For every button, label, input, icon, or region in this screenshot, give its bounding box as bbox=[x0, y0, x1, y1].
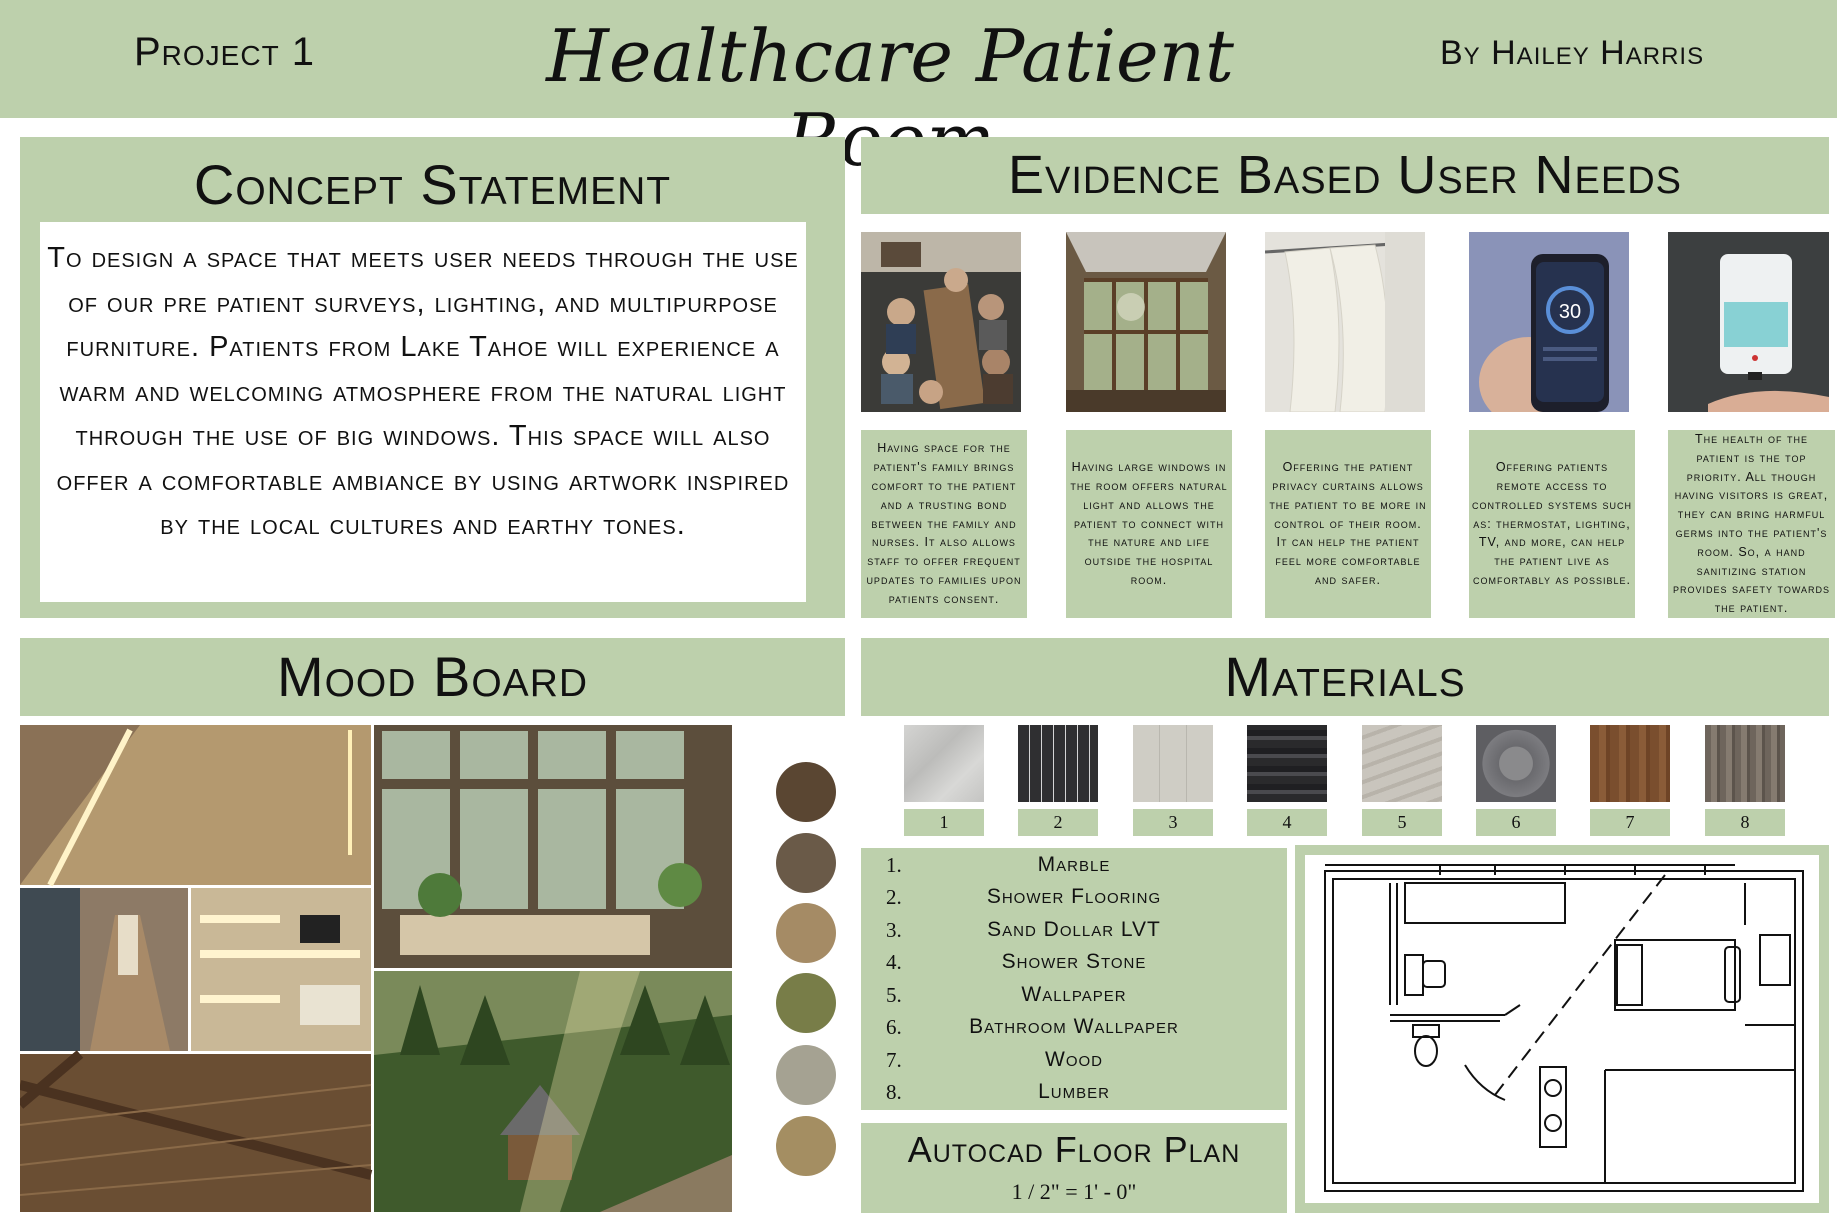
evidence-card-text: Having space for the patient's family brings comfort to the patient and a trusting bond between the family and nurses. It also allows staff to offer frequent updates to families upon patients consent. bbox=[866, 441, 1022, 606]
list-label: Wood bbox=[1045, 1048, 1103, 1071]
color-swatch bbox=[776, 973, 836, 1033]
sanitizer-photo bbox=[1668, 232, 1829, 412]
list-number: 6. bbox=[886, 1015, 902, 1039]
list-item bbox=[861, 849, 1287, 881]
material-number: 6 bbox=[1476, 809, 1556, 836]
list-item bbox=[861, 1076, 1287, 1108]
curtain-photo bbox=[1265, 232, 1425, 412]
list-number: 3. bbox=[886, 918, 902, 942]
mood-collage bbox=[20, 725, 732, 1212]
sunroom-photo bbox=[1066, 232, 1226, 412]
material-number: 7 bbox=[1590, 809, 1670, 836]
color-swatch bbox=[776, 833, 836, 893]
phone-photo bbox=[1469, 232, 1629, 412]
list-item bbox=[861, 881, 1287, 913]
concept-text: To design a space that meets user needs through the use of our pre patient surveys, lighting, and multipurpose furniture. Patients from Lake Tahoe will experience a warm and welcoming atmosphere from the natural light through the use of big windows. This space will also offer a comfortable ambiance by using artwork inspired by the local cultures and earthy tones. bbox=[47, 242, 799, 541]
materials-title: Materials bbox=[1224, 645, 1466, 708]
list-number: 8. bbox=[886, 1080, 902, 1104]
evidence-card bbox=[1668, 430, 1835, 618]
marble-swatch bbox=[904, 725, 984, 802]
list-item bbox=[861, 914, 1287, 946]
evidence-card-text: The health of the patient is the top priority. All though having visitors is great, they can bring harmful germs into the patient's room. So, a hand sanitizing station provides safety towards the patient. bbox=[1673, 432, 1830, 616]
mood-header bbox=[20, 638, 845, 716]
materials-header bbox=[861, 638, 1829, 716]
list-number: 5. bbox=[886, 983, 902, 1007]
shower-flooring-swatch bbox=[1018, 725, 1098, 802]
evidence-card-text: Having large windows in the room offers natural light and allows the patient to connect with the nature and life outside the hospital room. bbox=[1070, 460, 1228, 587]
list-number: 7. bbox=[886, 1048, 902, 1072]
list-label: Shower Stone bbox=[1001, 950, 1147, 973]
evidence-card bbox=[861, 430, 1027, 618]
project-label: Project 1 bbox=[134, 30, 316, 74]
bathroom-wallpaper-swatch bbox=[1476, 725, 1556, 802]
phone-temperature: 30 bbox=[1558, 301, 1582, 323]
list-item bbox=[861, 1044, 1287, 1076]
list-number: 4. bbox=[886, 950, 902, 974]
evidence-card bbox=[1469, 430, 1635, 618]
list-item bbox=[861, 1011, 1287, 1043]
concept-box bbox=[40, 222, 806, 602]
floorplan-drawing bbox=[1305, 855, 1819, 1203]
materials-list bbox=[861, 848, 1287, 1110]
concept-title: Concept Statement bbox=[193, 153, 672, 216]
list-label: Wallpaper bbox=[1021, 983, 1127, 1006]
color-swatch bbox=[776, 903, 836, 963]
poster-title: Healthcare Patient bbox=[546, 14, 1234, 98]
evidence-card bbox=[1066, 430, 1232, 618]
color-swatch bbox=[776, 1116, 836, 1176]
material-number: 3 bbox=[1133, 809, 1213, 836]
floorplan-title: Autocad Floor Plan bbox=[907, 1129, 1241, 1170]
list-number: 2. bbox=[886, 885, 902, 909]
wallpaper-swatch bbox=[1362, 725, 1442, 802]
floorplan-caption bbox=[861, 1123, 1287, 1213]
list-number: 1. bbox=[886, 853, 902, 877]
material-number: 8 bbox=[1705, 809, 1785, 836]
lumber-swatch bbox=[1705, 725, 1785, 802]
list-label: Lumber bbox=[1038, 1080, 1110, 1103]
list-label: Marble bbox=[1037, 853, 1111, 876]
header-bar bbox=[0, 0, 1837, 118]
list-label: Sand Dollar LVT bbox=[987, 918, 1161, 941]
evidence-title: Evidence Based User Needs bbox=[1007, 145, 1683, 205]
list-label: Shower Flooring bbox=[986, 885, 1162, 908]
color-swatch bbox=[776, 1045, 836, 1105]
list-label: Bathroom Wallpaper bbox=[969, 1015, 1179, 1038]
author-label: By Hailey Harris bbox=[1440, 34, 1705, 72]
color-swatch bbox=[776, 762, 836, 822]
evidence-card-text: Offering the patient privacy curtains allows the patient to be more in control of their room. It can help the patient feel more comfortable and safer. bbox=[1269, 460, 1427, 587]
list-item bbox=[861, 946, 1287, 978]
shower-stone-swatch bbox=[1247, 725, 1327, 802]
floorplan-frame bbox=[1295, 845, 1829, 1213]
sand-dollar-lvt-swatch bbox=[1133, 725, 1213, 802]
evidence-header bbox=[861, 137, 1829, 214]
evidence-card bbox=[1265, 430, 1431, 618]
material-number: 2 bbox=[1018, 809, 1098, 836]
evidence-card-text: Offering patients remote access to controlled systems such as: thermostat, lighting, TV, and more, can help the patient live as comfortably as possible. bbox=[1472, 460, 1632, 587]
material-number: 1 bbox=[904, 809, 984, 836]
floorplan-scale: 1 / 2" = 1' - 0" bbox=[1011, 1179, 1137, 1204]
list-item bbox=[861, 979, 1287, 1011]
mood-title: Mood Board bbox=[276, 645, 589, 708]
material-number: 4 bbox=[1247, 809, 1327, 836]
wood-swatch bbox=[1590, 725, 1670, 802]
material-number: 5 bbox=[1362, 809, 1442, 836]
concept-panel bbox=[20, 137, 845, 618]
family-photo bbox=[861, 232, 1021, 412]
